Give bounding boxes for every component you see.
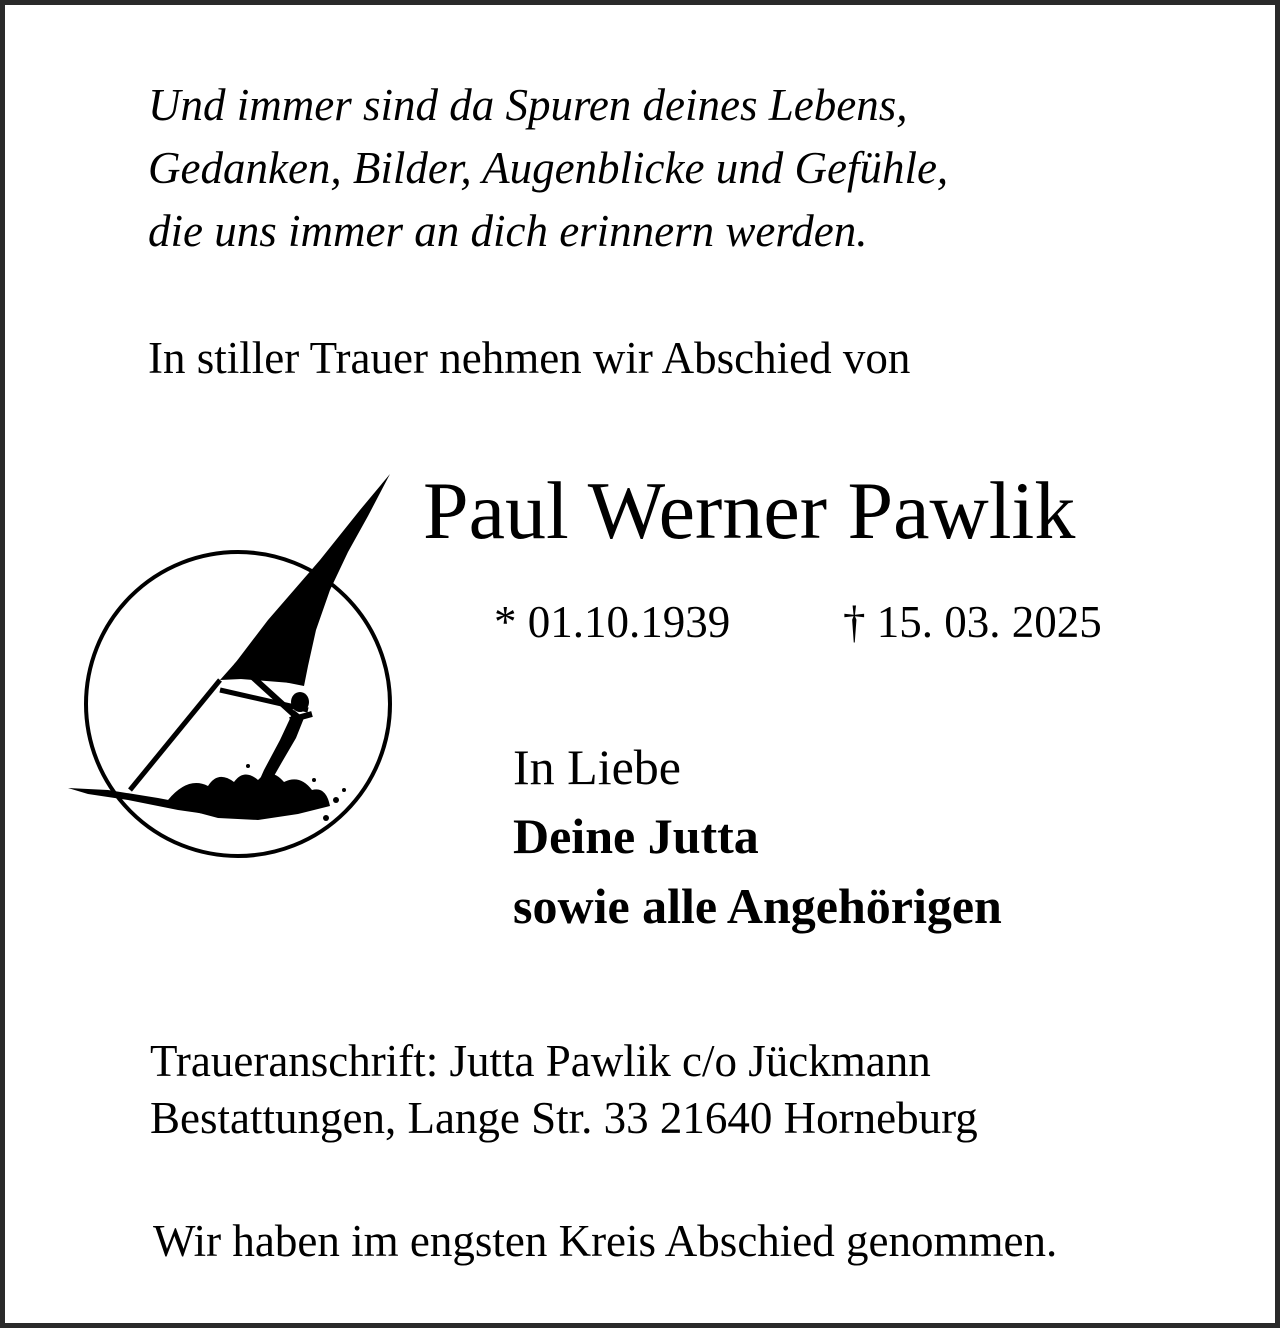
intro-text: In stiller Trauer nehmen wir Abschied von <box>148 333 911 383</box>
address-line-2: Bestattungen, Lange Str. 33 21640 Horneburg <box>150 1093 978 1143</box>
verse-line-2: Gedanken, Bilder, Augenblicke und Gefühle, <box>148 143 949 193</box>
verse-line-3: die uns immer an dich erinnern werden. <box>148 206 868 256</box>
deceased-name: Paul Werner Pawlik <box>423 465 1076 556</box>
mourners-line-1: Deine Jutta <box>513 808 759 864</box>
birth-date: * 01.10.1939 <box>494 597 731 647</box>
mourners-line-2: sowie alle Angehörigen <box>513 878 1002 934</box>
verse-line-1: Und immer sind da Spuren deines Lebens, <box>148 80 908 130</box>
death-date: † 15. 03. 2025 <box>843 597 1102 647</box>
windsurfer-icon <box>68 470 400 862</box>
mourners-love: In Liebe <box>513 739 681 795</box>
closing-text: Wir haben im engsten Kreis Abschied genommen. <box>153 1216 1058 1266</box>
address-line-1: Traueranschrift: Jutta Pawlik c/o Jückmann <box>150 1036 931 1086</box>
